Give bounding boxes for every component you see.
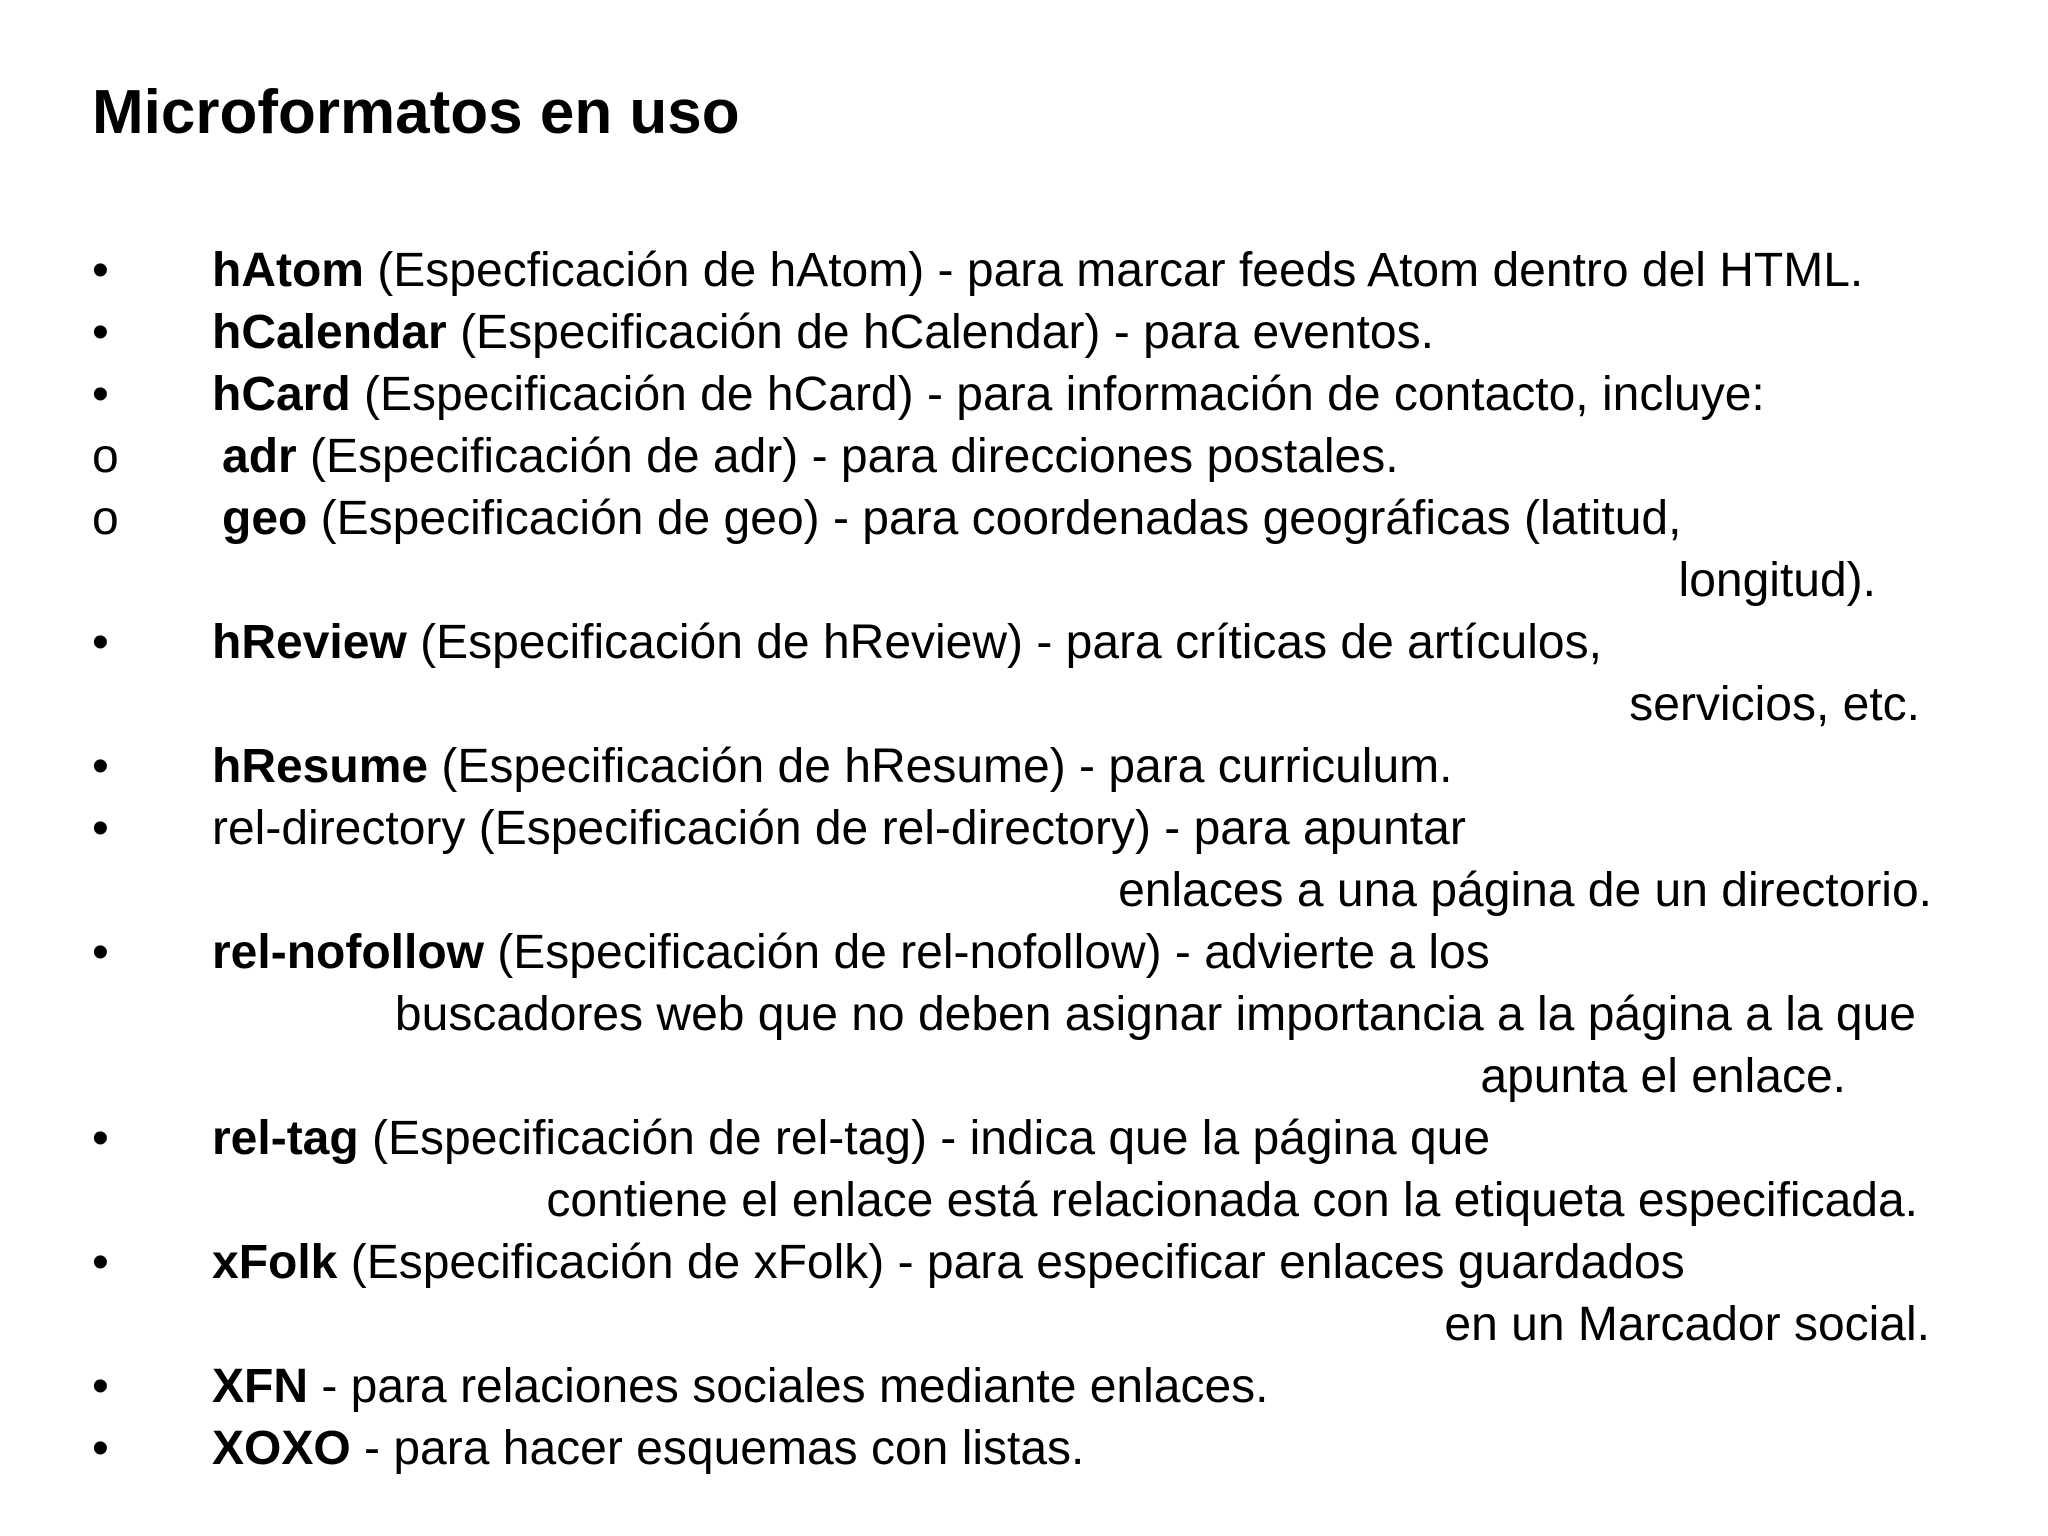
term-adr: adr bbox=[222, 430, 297, 483]
list-item-xfolk bbox=[212, 1232, 1685, 1294]
bullet-marker: • bbox=[92, 926, 109, 979]
bullet-marker: • bbox=[92, 1422, 109, 1475]
desc-adr: (Especificación de adr) - para direcciones postales. bbox=[296, 430, 1399, 483]
term-hcard: hCard bbox=[212, 368, 351, 421]
list-item-rel-nofollow-cont: apunta el enlace. bbox=[1480, 1050, 1846, 1103]
bullet-marker: • bbox=[92, 368, 109, 421]
desc-hreview: (Especificación de hReview) - para críticas de artículos, bbox=[406, 616, 1602, 669]
desc-hatom: (Especficación de hAtom) - para marcar feeds Atom dentro del HTML. bbox=[363, 244, 1864, 297]
term-xfolk: xFolk bbox=[212, 1236, 338, 1289]
sub-bullet-marker: o bbox=[92, 430, 119, 483]
list-item-hresume bbox=[212, 736, 1452, 798]
desc-xfolk: (Especificación de xFolk) - para especificar enlaces guardados bbox=[337, 1236, 1685, 1289]
bullet-marker: • bbox=[92, 616, 109, 669]
bullet-marker: • bbox=[92, 1112, 109, 1165]
list-item-geo bbox=[222, 488, 1681, 550]
bullet-marker: • bbox=[92, 244, 109, 297]
list-item-rel-nofollow-cont: buscadores web que no deben asignar importancia a la página a la que bbox=[394, 988, 1916, 1041]
desc-rel-nofollow: (Especificación de rel-nofollow) - advierte a los bbox=[483, 926, 1490, 979]
list-item-hreview-cont: servicios, etc. bbox=[1629, 678, 1920, 731]
term-hreview: hReview bbox=[212, 616, 407, 669]
list-item-rel-directory-cont: enlaces a una página de un directorio. bbox=[1118, 864, 1932, 917]
bullet-marker: • bbox=[92, 802, 109, 855]
list-item-hreview bbox=[212, 612, 1602, 674]
list-item-hcard bbox=[212, 364, 1765, 426]
list-item-adr bbox=[222, 426, 1399, 488]
list-item-rel-directory: rel-directory (Especificación de rel-directory) - para apuntar bbox=[212, 802, 1466, 855]
list-item-hatom bbox=[212, 240, 1863, 302]
list-item-rel-tag bbox=[212, 1108, 1490, 1170]
slide-title: Microformatos en uso bbox=[92, 78, 740, 147]
list-item-xfolk-cont: en un Marcador social. bbox=[1444, 1298, 1930, 1351]
term-xoxo: XOXO bbox=[212, 1422, 351, 1475]
bullet-marker: • bbox=[92, 740, 109, 793]
bullet-marker: • bbox=[92, 306, 109, 359]
desc-hcard: (Especificación de hCard) - para información de contacto, incluye: bbox=[350, 368, 1765, 421]
list-item-hcalendar bbox=[212, 302, 1434, 364]
list-item-rel-tag-cont: contiene el enlace está relacionada con la etiqueta especificada. bbox=[546, 1174, 1918, 1227]
list-item-geo-cont: longitud). bbox=[1678, 554, 1876, 607]
term-geo: geo bbox=[222, 492, 308, 545]
term-hresume: hResume bbox=[212, 740, 429, 793]
desc-geo: (Especificación de geo) - para coordenadas geográficas (latitud, bbox=[307, 492, 1682, 545]
term-rel-tag: rel-tag bbox=[212, 1112, 359, 1165]
desc-hresume: (Especificación de hResume) - para curriculum. bbox=[428, 740, 1453, 793]
list-item-rel-nofollow bbox=[212, 922, 1490, 984]
bullet-marker: • bbox=[92, 1236, 109, 1289]
term-hcalendar: hCalendar bbox=[212, 306, 447, 359]
term-rel-nofollow: rel-nofollow bbox=[212, 926, 484, 979]
list-item-xfn bbox=[212, 1356, 1269, 1418]
desc-xoxo: - para hacer esquemas con listas. bbox=[350, 1422, 1085, 1475]
term-xfn: XFN bbox=[212, 1360, 308, 1413]
desc-hcalendar: (Especificación de hCalendar) - para eventos. bbox=[446, 306, 1434, 359]
desc-rel-tag: (Especificación de rel-tag) - indica que la página que bbox=[358, 1112, 1491, 1165]
term-hatom: hAtom bbox=[212, 244, 364, 297]
list-item-xoxo bbox=[212, 1418, 1084, 1480]
sub-bullet-marker: o bbox=[92, 492, 119, 545]
desc-xfn: - para relaciones sociales mediante enlaces. bbox=[308, 1360, 1269, 1413]
bullet-marker: • bbox=[92, 1360, 109, 1413]
